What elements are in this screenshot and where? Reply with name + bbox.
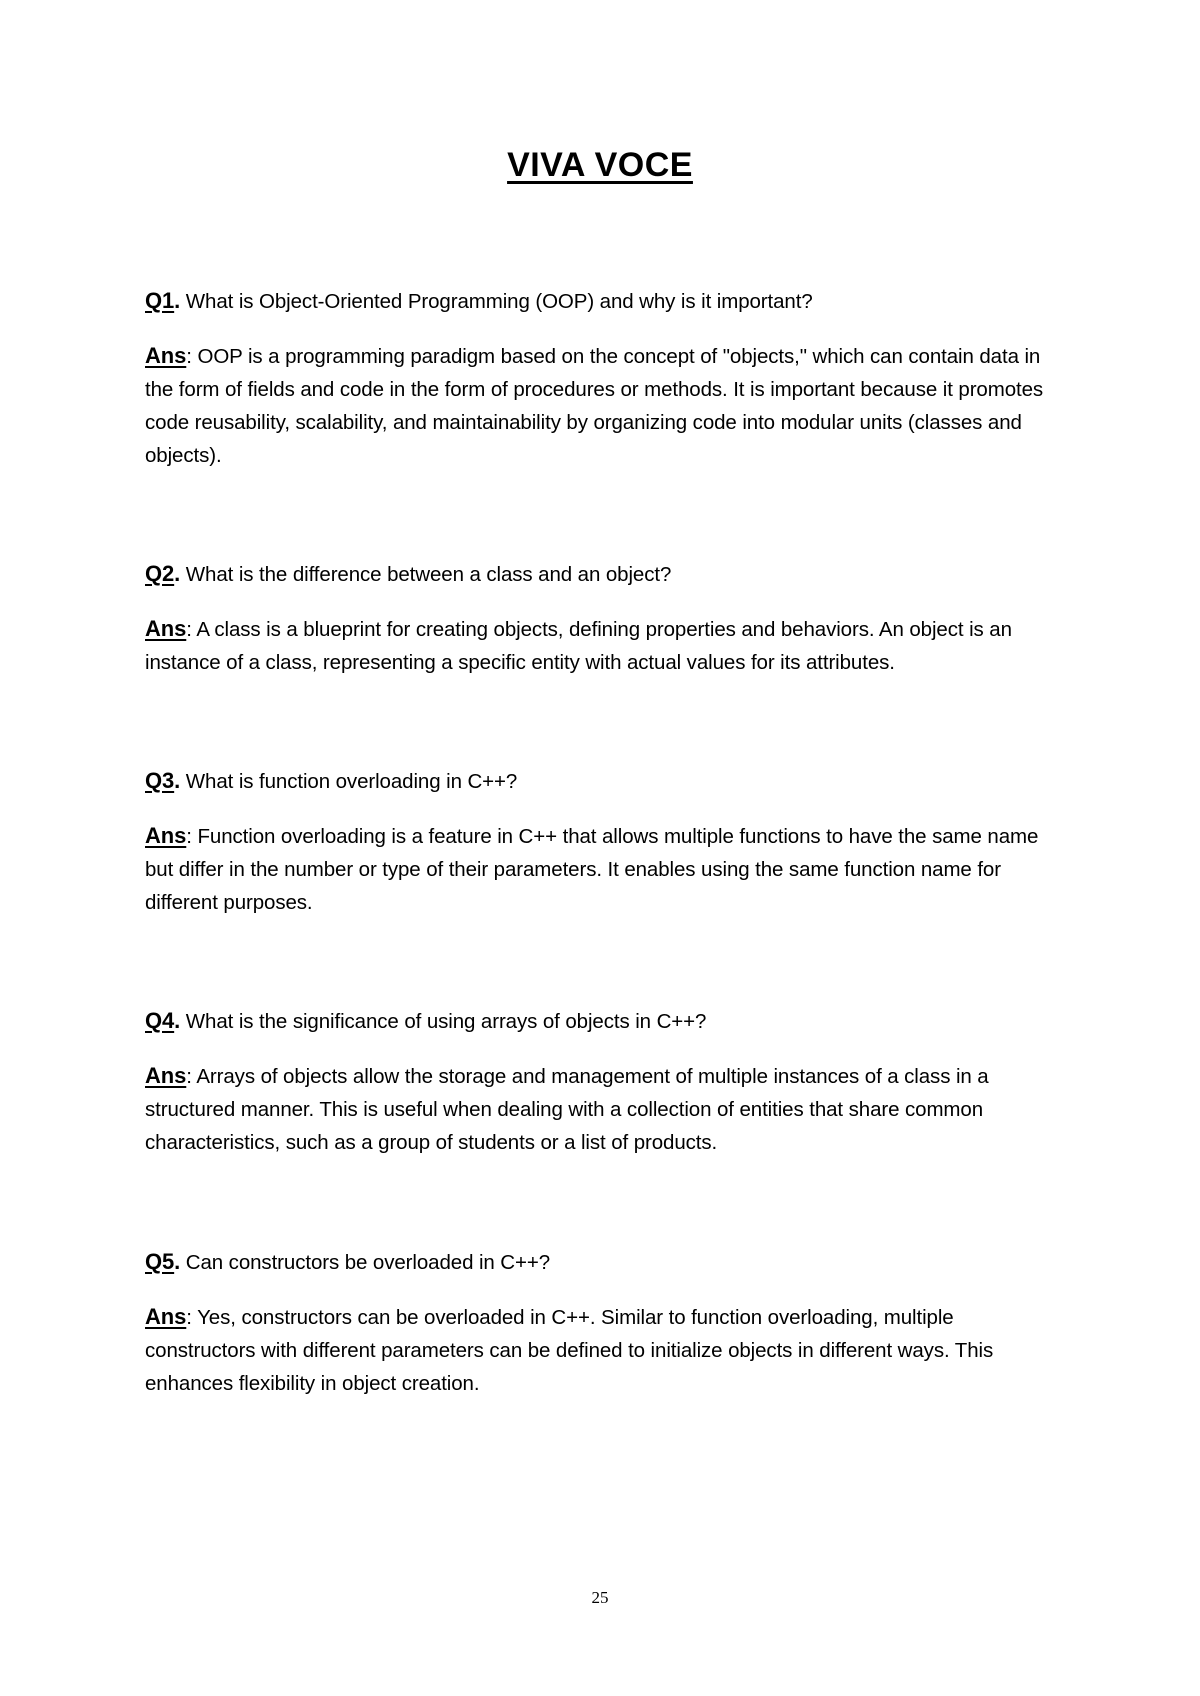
qa-item-5 xyxy=(145,1245,1065,1400)
question-text: What is the significance of using arrays of objects in C++? xyxy=(185,1010,707,1033)
question-label: Q3 xyxy=(145,768,175,793)
answer-3 xyxy=(145,819,1065,919)
answer-label: Ans xyxy=(145,823,187,848)
answer-label-separator: : xyxy=(186,1065,192,1088)
answer-text: Yes, constructors can be overloaded in C++. Similar to function overloading, multiple constructors with different parameters can be defined to initialize objects in different ways. This enhances flexibility in object creation. xyxy=(145,1306,994,1395)
answer-2 xyxy=(145,612,1065,679)
qa-list xyxy=(145,284,1065,1400)
question-label: Q5 xyxy=(145,1249,175,1274)
answer-label: Ans xyxy=(145,343,187,368)
answer-1 xyxy=(145,339,1065,472)
answer-label: Ans xyxy=(145,1063,187,1088)
question-4 xyxy=(145,1004,1065,1038)
answer-label: Ans xyxy=(145,1304,187,1329)
question-text: What is function overloading in C++? xyxy=(185,770,518,793)
question-label-separator: . xyxy=(174,561,181,586)
answer-text: Function overloading is a feature in C++ that allows multiple functions to have the same name but differ in the number or type of their parameters. It enables using the same function name for different purposes. xyxy=(145,825,1039,914)
answer-label-separator: : xyxy=(186,825,192,848)
question-label-separator: . xyxy=(174,768,181,793)
page-title: VIVA VOCE xyxy=(507,146,693,184)
answer-5 xyxy=(145,1300,1065,1400)
qa-item-2 xyxy=(145,557,1065,679)
answer-4 xyxy=(145,1059,1065,1159)
question-text: Can constructors be overloaded in C++? xyxy=(185,1251,551,1274)
qa-item-4 xyxy=(145,1004,1065,1159)
question-3 xyxy=(145,764,1065,798)
answer-text: OOP is a programming paradigm based on the concept of "objects," which can contain data in the form of fields and code in the form of procedures or methods. It is important because it promotes code reusability, scalability, and maintainability by organizing code into modular units (classes and objects). xyxy=(145,345,1044,467)
qa-item-3 xyxy=(145,764,1065,919)
question-label: Q4 xyxy=(145,1008,175,1033)
answer-text: Arrays of objects allow the storage and management of multiple instances of a class in a structured manner. This is useful when dealing with a collection of entities that share common characteristics, such as a group of students or a list of products. xyxy=(145,1065,989,1154)
question-5 xyxy=(145,1245,1065,1279)
answer-text: A class is a blueprint for creating objects, defining properties and behaviors. An object is an instance of a class, representing a specific entity with actual values for its attributes. xyxy=(145,618,1012,674)
question-text: What is Object-Oriented Programming (OOP) and why is it important? xyxy=(185,290,813,313)
qa-item-1 xyxy=(145,284,1065,472)
question-1 xyxy=(145,284,1065,318)
answer-label-separator: : xyxy=(186,1306,192,1329)
question-label: Q2 xyxy=(145,561,175,586)
answer-label-separator: : xyxy=(186,345,192,368)
question-2 xyxy=(145,557,1065,591)
question-label-separator: . xyxy=(174,288,181,313)
answer-label-separator: : xyxy=(186,618,192,641)
question-label-separator: . xyxy=(174,1249,181,1274)
question-label-separator: . xyxy=(174,1008,181,1033)
question-text: What is the difference between a class and an object? xyxy=(185,563,672,586)
page-number: 25 xyxy=(591,1588,609,1607)
question-label: Q1 xyxy=(145,288,175,313)
answer-label: Ans xyxy=(145,616,187,641)
